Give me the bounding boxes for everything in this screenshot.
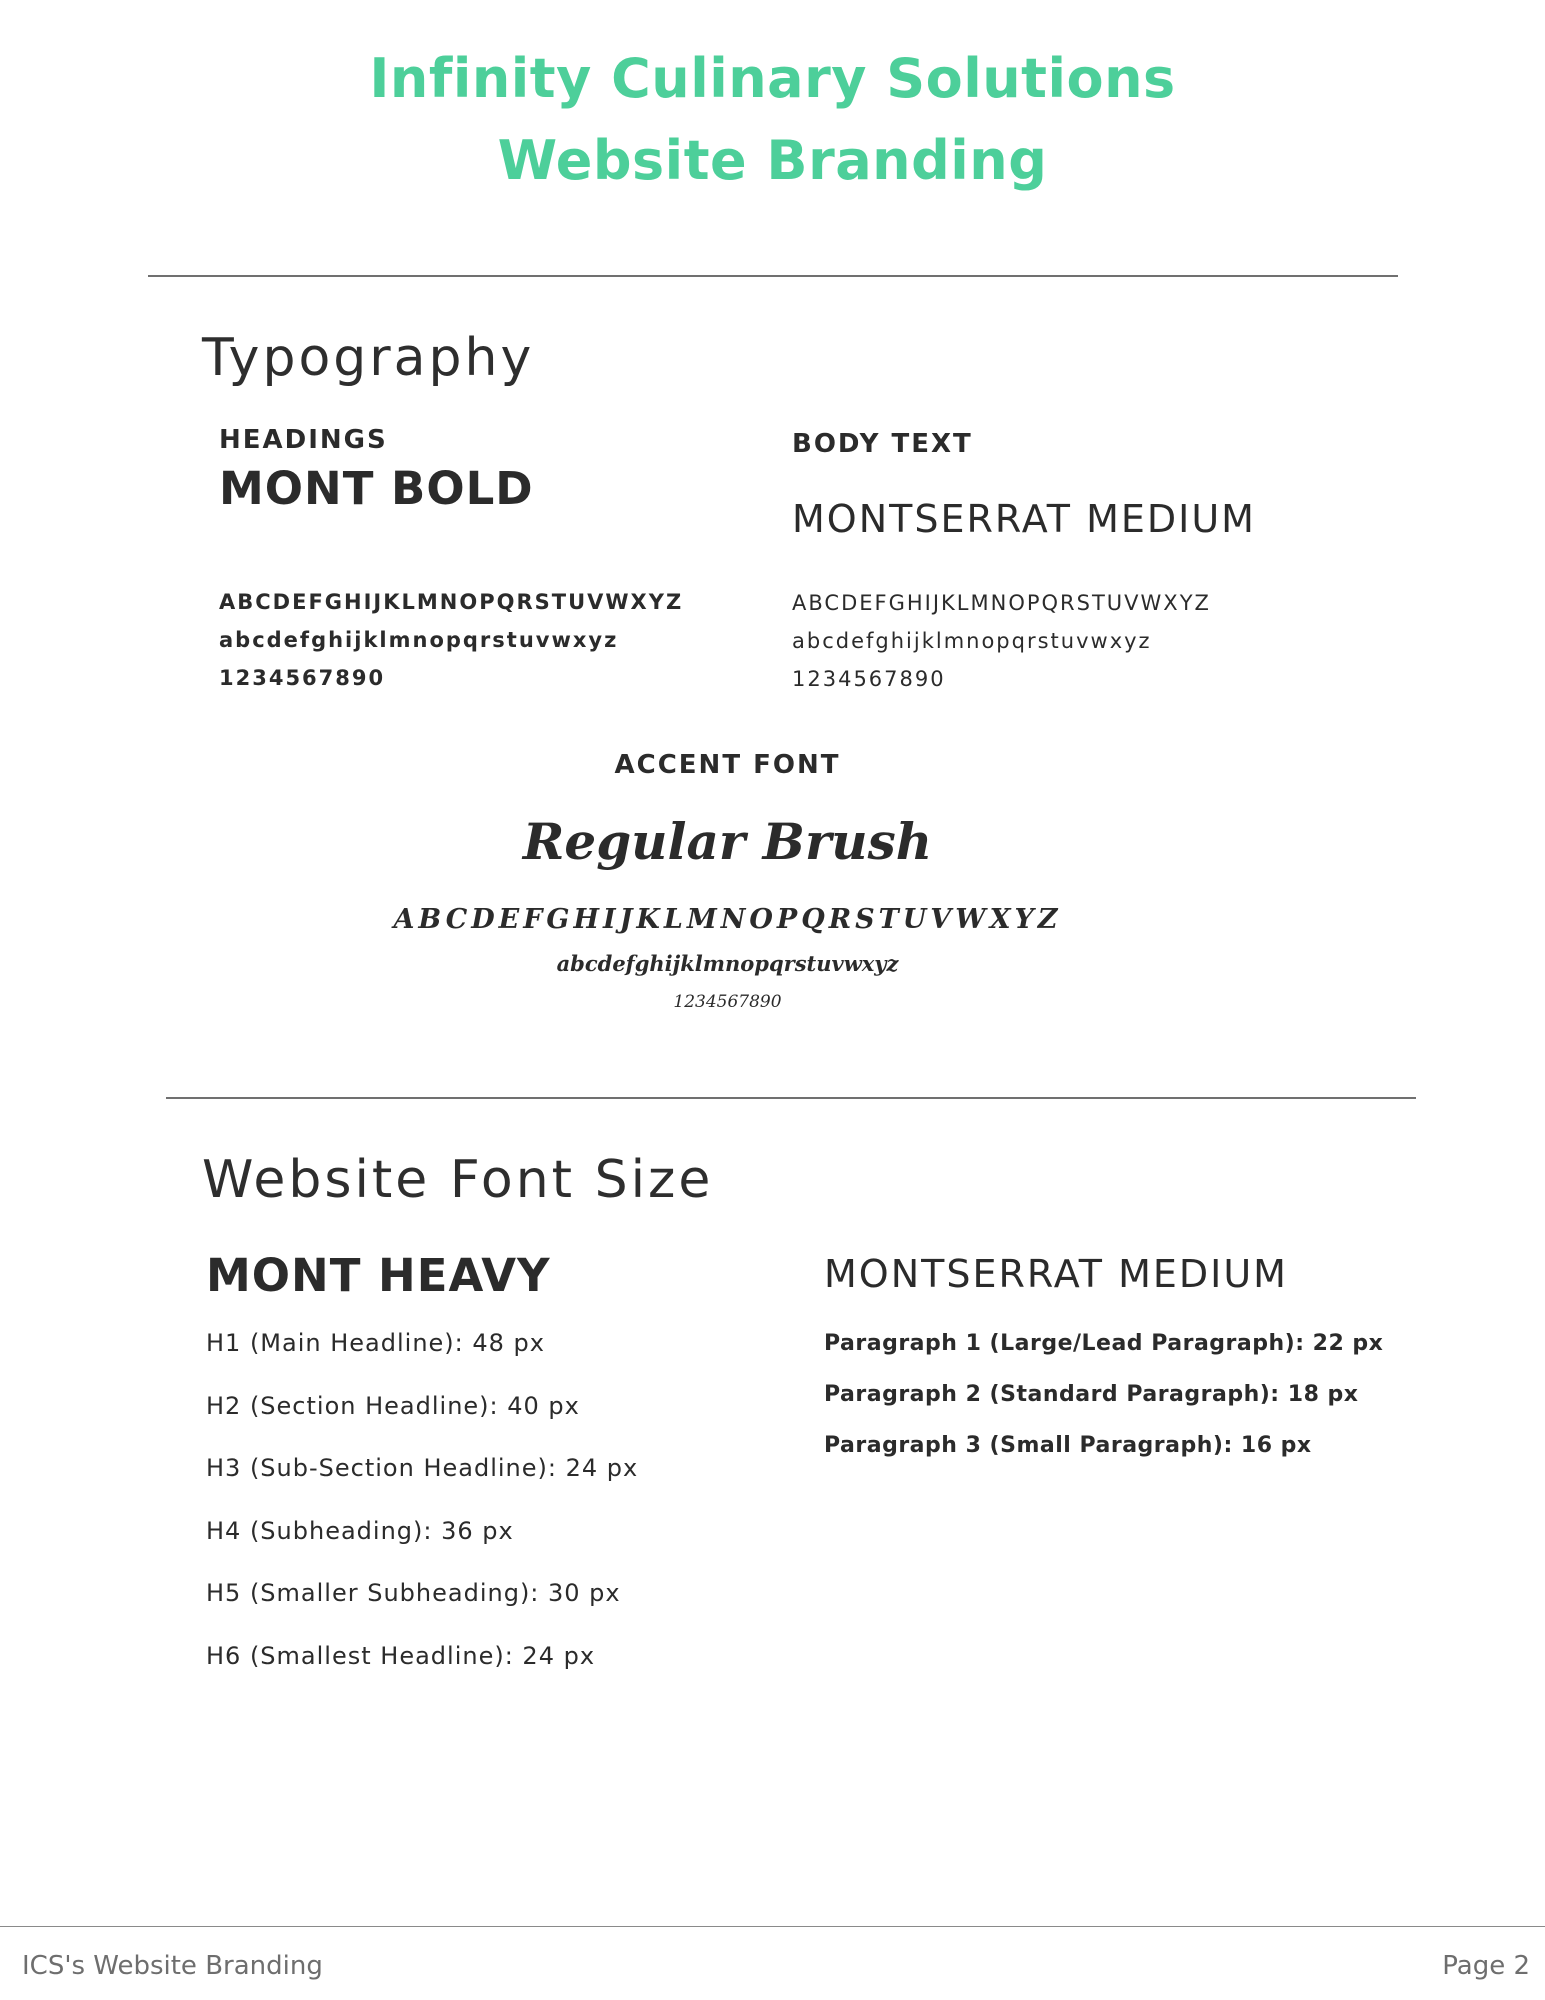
body-text-sample-uppercase: ABCDEFGHIJKLMNOPQRSTUVWXYZ (792, 591, 1211, 615)
heading-size-item: H4 (Subheading): 36 px (206, 1516, 514, 1545)
paragraph-size-item: Paragraph 3 (Small Paragraph): 16 px (824, 1433, 1312, 1458)
accent-sample-uppercase: ABCDEFGHIJKLMNOPQRSTUVWXYZ (393, 904, 1062, 935)
page-title-line-1: Infinity Culinary Solutions (369, 47, 1176, 110)
footer-document-name: ICS's Website Branding (22, 1951, 323, 1981)
heading-sizes-list (206, 1328, 638, 1703)
body-text-font-block (792, 429, 1256, 541)
body-text-sample-block (792, 584, 1211, 698)
paragraph-size-item: Paragraph 1 (Large/Lead Paragraph): 22 px (824, 1331, 1384, 1356)
headings-sample-digits: 1234567890 (219, 666, 386, 690)
page-title-line-2: Website Branding (497, 129, 1048, 192)
headings-sample-lowercase: abcdefghijklmnopqrstuvwxyz (219, 628, 619, 652)
headings-sample-uppercase: ABCDEFGHIJKLMNOPQRSTUVWXYZ (219, 590, 684, 614)
paragraph-size-item: Paragraph 2 (Standard Paragraph): 18 px (824, 1382, 1359, 1407)
typography-section-title: Typography (202, 328, 535, 388)
headings-font-block (219, 425, 534, 515)
footer-divider (0, 1926, 1545, 1927)
heading-size-item: H2 (Section Headline): 40 px (206, 1391, 580, 1420)
heading-sizes-font-name: MONT HEAVY (206, 1249, 551, 1302)
body-text-sample-lowercase: abcdefghijklmnopqrstuvwxyz (792, 629, 1152, 653)
heading-size-item: H5 (Smaller Subheading): 30 px (206, 1579, 621, 1607)
footer-page-number: Page 2 (1442, 1951, 1530, 1981)
accent-font-label: ACCENT FONT (614, 750, 841, 780)
headings-font-name: MONT BOLD (219, 462, 534, 515)
headings-sample-block (219, 583, 683, 697)
heading-size-item: H3 (Sub-Section Headline): 24 px (206, 1454, 639, 1482)
paragraph-sizes-list (824, 1329, 1383, 1482)
font-size-section-title: Website Font Size (202, 1150, 714, 1210)
divider-middle (166, 1097, 1416, 1099)
body-text-label: BODY TEXT (792, 429, 973, 459)
headings-label: HEADINGS (219, 425, 388, 455)
accent-font-name: Regular Brush (522, 812, 933, 871)
accent-sample-digits: 1234567890 (673, 992, 782, 1012)
body-text-sample-digits: 1234567890 (792, 667, 946, 691)
divider-top (148, 275, 1398, 277)
heading-size-item: H6 (Smallest Headline): 24 px (206, 1641, 596, 1670)
paragraph-sizes-font-name: MONTSERRAT MEDIUM (824, 1252, 1288, 1296)
heading-size-item: H1 (Main Headline): 48 px (206, 1329, 545, 1357)
accent-sample-lowercase: abcdefghijklmnopqrstuvwxyz (556, 951, 899, 976)
body-text-font-name: MONTSERRAT MEDIUM (792, 497, 1256, 541)
